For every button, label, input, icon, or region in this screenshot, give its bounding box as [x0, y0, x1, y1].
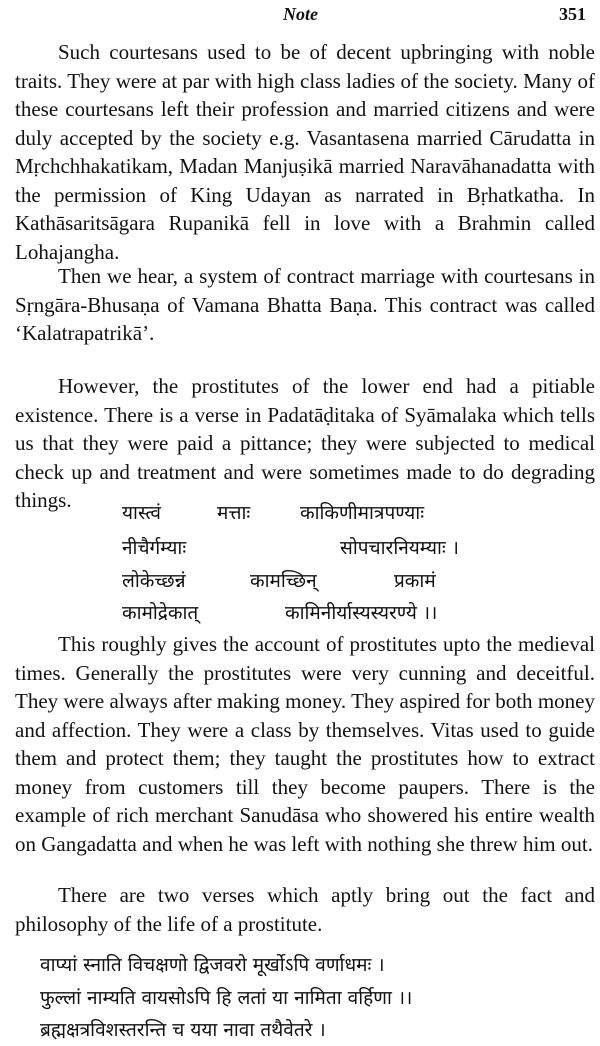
paragraph-lower-end: However, the prostitutes of the lower end had a pitiable existence. There is a verse in Padatāḍitaka of Syāmalaka which tells us that they were paid a pittance; they were subjected to medical check up and treatment and were sometimes made to do degrading things.	[15, 374, 595, 512]
verse1-line-3-part-c: प्रकामं	[394, 570, 436, 592]
verse1-line-1-part-a: यास्त्वं	[122, 502, 161, 524]
paragraph-courtesans: Such courtesans used to be of decent upbringing with noble traits. They were at par with high class ladies of the society. Many of these courtesans left their profession and married citizens and were duly accepted by the society e.g. Vasantasena married Cārudatta in Mṛchchhakatikam, Madan Manjuṣikā married Naravāhanadatta with the permission of King Udayan as narrated in Bṛhatkatha. In Kathāsaritsāgara Rupanikā fell in love with a Brahmin called Lohajangha.	[15, 40, 595, 264]
verse1-line-4-part-c: कामिनीर्यास्यस्यरण्ये ।।	[285, 602, 438, 624]
page-number: 351	[559, 4, 586, 24]
verse1-line-2-part-c: सोपचारनियम्याः ।	[340, 537, 459, 559]
paragraph-medieval: This roughly gives the account of prostitutes upto the medieval times. Generally the prostitutes were very cunning and deceitful. They were always after making money. They aspired for both money and affection. They were a class by themselves. Vitas used to guide them and protect them; they taught the prostitutes how to extract money from customers till they become paupers. There is the example of rich merchant Sanudāsa who showered his entire wealth on Gangadatta and when he was left with nothing she threw him out.	[15, 632, 595, 856]
verse2-line-3: ब्रह्मक्षत्रविशस्तरन्ति च यया नावा तथैवेतरे ।	[40, 1019, 326, 1041]
verse1-line-3-part-a: लोकेच्छन्नं	[122, 570, 186, 592]
verse2-line-2: फुल्लां नाम्यति वायसोऽपि हि लतां या नामिता वर्हिणा ।।	[40, 987, 413, 1009]
paragraph-contract-marriage: Then we hear, a system of contract marriage with courtesans in Sṛngāra-Bhusaṇa of Vamana Bhatta Baṇa. This contract was called ‘Kalatrapatrikā’.	[15, 264, 595, 345]
verse1-line-1-part-c: काकिणीमात्रपण्याः	[300, 502, 425, 524]
paragraph-two-verses: There are two verses which aptly bring out the fact and philosophy of the life of a prostitute.	[15, 883, 595, 936]
verse1-line-3-part-b: कामच्छिन्	[250, 570, 317, 592]
verse1-line-4-part-a: कामोद्रेकात्	[122, 602, 199, 624]
running-header: Note	[283, 4, 318, 24]
verse1-line-1-part-b: मत्ताः	[217, 502, 251, 524]
verse2-line-1: वाप्यां स्नाति विचक्षणो द्विजवरो मूर्खोऽपि वर्णाधमः ।	[40, 954, 385, 976]
verse1-line-2-part-a: नीचैर्गम्याः	[122, 537, 187, 559]
